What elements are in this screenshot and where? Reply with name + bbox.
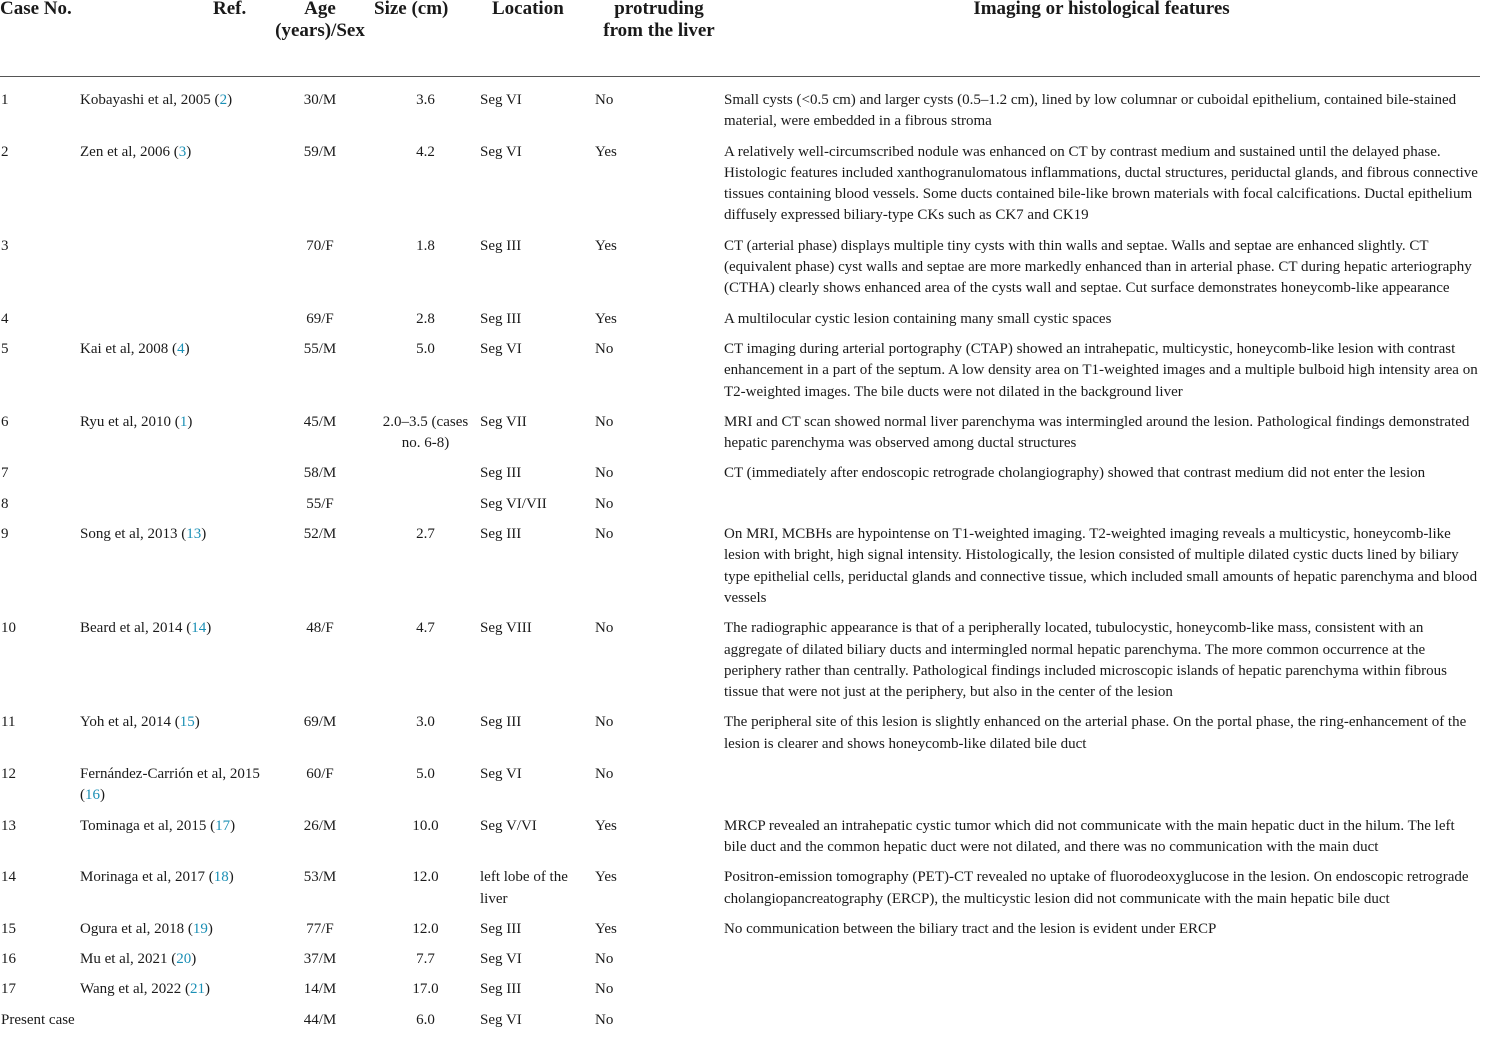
table-row — [0, 515, 1480, 609]
table-row — [0, 227, 1480, 300]
cell-protruding: No — [595, 495, 614, 512]
cell-age-sex: 37/M — [303, 951, 337, 968]
cell-size-cm: 3.0 — [416, 714, 435, 731]
cell-age-sex: 30/M — [303, 92, 337, 108]
citation-link[interactable]: 1 — [179, 413, 188, 430]
header-case: Case No. — [0, 0, 80, 77]
citation-link[interactable]: 3 — [178, 143, 187, 160]
cell-size-cm: 10.0 — [412, 817, 439, 834]
cell-age-sex: 59/M — [303, 143, 337, 160]
cell-reference — [80, 300, 266, 330]
cell-protruding: No — [595, 413, 614, 430]
cell-size-cm: 6.0 — [416, 1011, 435, 1028]
cell-size-cm: 12.0 — [412, 920, 439, 937]
table-row — [0, 910, 1480, 940]
table-row — [0, 300, 1480, 330]
cell-case-number: 9 — [1, 526, 9, 543]
cell-features — [723, 485, 1480, 515]
cell-features — [723, 755, 1480, 807]
cell-location: Seg VI — [480, 92, 522, 108]
cell-protruding: Yes — [595, 817, 617, 834]
table-row — [0, 970, 1480, 1000]
header-location: Location — [477, 0, 595, 77]
cell-location: Seg III — [480, 981, 522, 998]
cell-features: MRCP revealed an intrahepatic cystic tumor which did not communicate with the main hepatic duct in the hilum. The left bile duct and the common hepatic duct were not dilated, and there was no communication with the main duct — [724, 817, 1455, 855]
citation-link[interactable]: 20 — [176, 951, 192, 968]
cell-case-number: 3 — [1, 237, 9, 254]
cell-age-sex: 14/M — [303, 981, 337, 998]
cell-reference — [80, 1001, 266, 1031]
cell-protruding: No — [595, 340, 614, 357]
cell-size-cm: 5.0 — [416, 340, 435, 357]
table-header — [0, 0, 1480, 77]
reference-text: Morinaga et al, 2017 ( — [80, 869, 214, 886]
cell-protruding: No — [595, 766, 614, 783]
reference-text: Mu et al, 2021 ( — [80, 951, 177, 968]
cell-protruding: No — [595, 465, 614, 482]
cell-features: CT (arterial phase) displays multiple tiny cysts with thin walls and septae. Walls and septae are enhanced slightly. CT (equivalent phase) cyst walls and septae are more markedly enhanced than in arterial phase. CT during hepatic arteriography (CTHA) clearly shows enhanced area of the cysts wall and septae. Cut surface demonstrates honeycomb-like appearance — [724, 237, 1472, 297]
cell-reference: Song et al, 2013 (13) — [80, 526, 207, 543]
cell-case-number: 14 — [1, 869, 16, 886]
citation-link[interactable]: 17 — [215, 817, 231, 834]
cell-size-cm: 2.8 — [416, 310, 435, 327]
cell-reference: Tominaga et al, 2015 (17) — [80, 817, 236, 834]
cell-age-sex: 55/F — [306, 495, 334, 512]
table-row — [0, 133, 1480, 227]
cell-size-cm: 17.0 — [412, 981, 439, 998]
cell-location: Seg III — [480, 714, 522, 731]
cell-location: Seg VII — [480, 413, 527, 430]
citation-link[interactable]: 18 — [213, 869, 229, 886]
cell-reference: Wang et al, 2022 (21) — [80, 981, 211, 998]
cell-age-sex: 69/F — [306, 310, 334, 327]
cell-location: Seg VI — [480, 766, 522, 783]
cell-reference: Ryu et al, 2010 (1) — [80, 413, 193, 430]
cell-case-number: 7 — [1, 465, 9, 482]
header-age: Age (years)/Sex — [266, 0, 374, 77]
cell-age-sex: 48/F — [306, 620, 334, 637]
citation-link[interactable]: 13 — [186, 526, 202, 543]
cell-case-number: 16 — [1, 951, 16, 968]
cell-reference: Beard et al, 2014 (14) — [80, 620, 212, 637]
cell-reference — [80, 485, 266, 515]
cell-location: Seg VIII — [480, 620, 532, 637]
cell-features — [723, 1001, 1480, 1031]
header-features: Imaging or histological features — [723, 0, 1480, 77]
cell-size-cm — [374, 454, 477, 484]
cell-protruding: Yes — [595, 143, 617, 160]
cell-case-number: 17 — [1, 981, 16, 998]
cell-reference: Ogura et al, 2018 (19) — [80, 920, 213, 937]
cell-age-sex: 44/M — [303, 1011, 337, 1028]
reference-text: Song et al, 2013 ( — [80, 526, 187, 543]
cell-age-sex: 69/M — [303, 714, 337, 731]
cell-case-number: 5 — [1, 340, 9, 357]
cell-case-number: 1 — [1, 92, 9, 108]
cell-age-sex: 45/M — [303, 413, 337, 430]
cell-age-sex: 53/M — [303, 869, 337, 886]
cell-location: Seg V/VI — [480, 817, 537, 834]
cell-reference: Morinaga et al, 2017 (18) — [80, 869, 234, 886]
table-row — [0, 1001, 1480, 1031]
table-row — [0, 77, 1480, 133]
cell-location: Seg VI — [480, 340, 522, 357]
cell-protruding: No — [595, 526, 614, 543]
cell-features: No communication between the biliary tract and the lesion is evident under ERCP — [724, 920, 1217, 937]
table-row — [0, 609, 1480, 703]
cell-location: Seg VI/VII — [480, 495, 547, 512]
cell-protruding: No — [595, 620, 614, 637]
cell-case-number: 13 — [1, 817, 16, 834]
cell-reference: Yoh et al, 2014 (15) — [80, 714, 200, 731]
table-row — [0, 755, 1480, 807]
cell-features: CT (immediately after endoscopic retrograde cholangiography) showed that contrast medium did not enter the lesion — [724, 465, 1426, 482]
header-ref — [80, 0, 266, 77]
cell-age-sex: 77/F — [306, 920, 334, 937]
cell-protruding: No — [595, 92, 614, 108]
cell-protruding: No — [595, 1011, 614, 1028]
citation-link[interactable]: 14 — [191, 620, 207, 637]
cell-features: The radiographic appearance is that of a peripherally located, tubulocystic, honeycomb-like mass, consistent with an aggregate of dilated biliary ducts and intermingled normal hepatic parenchyma. The more common occurrence at the periphery rather than centrally. Pathological findings included microscopic islands of hepatic parenchyma within fibrous tissue that were not just at the periphery, but also in the center of the lesion — [724, 620, 1447, 701]
cell-age-sex: 58/M — [303, 465, 337, 482]
cell-age-sex: 26/M — [303, 817, 337, 834]
cell-case-number: Present case — [1, 1011, 75, 1028]
cell-location: Seg III — [480, 310, 522, 327]
cell-location: Seg III — [480, 237, 522, 254]
citation-link[interactable]: 15 — [179, 714, 195, 731]
reference-text: Beard et al, 2014 ( — [80, 620, 192, 637]
cell-case-number: 15 — [1, 920, 16, 937]
table-row — [0, 703, 1480, 755]
citation-link[interactable]: 4 — [177, 340, 185, 357]
cell-features: Small cysts (<0.5 cm) and larger cysts (0.5–1.2 cm), lined by low columnar or cuboidal epithelium, contained bile-stained material, were embedded in a fibrous stroma — [724, 92, 1457, 130]
table-row — [0, 330, 1480, 403]
cell-protruding: No — [595, 951, 614, 968]
cell-size-cm: 2.7 — [416, 526, 435, 543]
cell-size-cm: 3.6 — [416, 92, 435, 108]
reference-text: Fernández-Carrión et al, 2015 ( — [80, 766, 260, 804]
cell-reference: Fernández-Carrión et al, 2015 (16) — [80, 766, 260, 804]
cell-age-sex: 60/F — [306, 766, 334, 783]
table-row — [0, 807, 1480, 859]
cell-protruding: No — [595, 981, 614, 998]
cell-protruding: Yes — [595, 869, 617, 886]
cell-size-cm — [374, 485, 477, 515]
cell-protruding: Yes — [595, 237, 617, 254]
reference-text: Yoh et al, 2014 ( — [80, 714, 180, 731]
cell-case-number: 6 — [1, 413, 9, 430]
cell-size-cm: 7.7 — [416, 951, 435, 968]
cell-case-number: 12 — [1, 766, 16, 783]
cell-reference: Zen et al, 2006 (3) — [80, 143, 192, 160]
reference-text: Kai et al, 2008 ( — [80, 340, 178, 357]
reference-text: Wang et al, 2022 ( — [80, 981, 191, 998]
reference-text: Ryu et al, 2010 ( — [80, 413, 180, 430]
cell-protruding: No — [595, 714, 614, 731]
cell-protruding: Yes — [595, 920, 617, 937]
cell-reference — [80, 454, 266, 484]
citation-link[interactable]: 16 — [85, 787, 100, 804]
header-ref-label: Ref. — [213, 0, 247, 19]
cell-features: On MRI, MCBHs are hypointense on T1-weighted imaging. T2-weighted imaging reveals a multicystic, honeycomb-like lesion with bright, high signal intensity. Histologically, the lesion consisted of multiple dilated cystic ducts lined by biliary type epithelial cells, periductal glands and connective tissue, which included small amounts of hepatic parenchyma and blood vessels — [724, 526, 1478, 606]
cell-size-cm: 12.0 — [412, 869, 439, 886]
header-protruding: protruding from the liver — [595, 0, 723, 77]
cell-case-number: 11 — [1, 714, 16, 731]
cell-reference: Kai et al, 2008 (4) — [80, 340, 190, 357]
cell-location: Seg III — [480, 920, 522, 937]
cell-age-sex: 70/F — [306, 237, 334, 254]
cell-location: Seg III — [480, 465, 522, 482]
citation-link[interactable]: 21 — [190, 981, 206, 998]
header-size: Size (cm) — [374, 0, 477, 77]
cell-size-cm: 2.0–3.5 (cases no. 6-8) — [382, 413, 469, 452]
cell-reference: Mu et al, 2021 (20) — [80, 951, 197, 968]
cell-location: Seg VI — [480, 143, 522, 160]
cell-protruding: Yes — [595, 310, 617, 327]
cell-size-cm: 5.0 — [416, 766, 435, 783]
table-row — [0, 403, 1480, 455]
cell-location: Seg VI — [480, 951, 522, 968]
table-row — [0, 454, 1480, 484]
cell-features: A multilocular cystic lesion containing many small cystic spaces — [724, 310, 1112, 327]
cell-location: Seg VI — [480, 1011, 522, 1028]
cell-size-cm: 4.7 — [416, 620, 435, 637]
cell-case-number: 8 — [1, 495, 9, 512]
table-row — [0, 940, 1480, 970]
reference-text: Tominaga et al, 2015 ( — [80, 817, 216, 834]
citation-link[interactable]: 19 — [192, 920, 208, 937]
cell-case-number: 4 — [1, 310, 9, 327]
cell-location: Seg III — [480, 526, 522, 543]
table-row — [0, 485, 1480, 515]
reference-text: Ogura et al, 2018 ( — [80, 920, 193, 937]
cell-size-cm: 4.2 — [416, 143, 435, 160]
cell-case-number: 10 — [1, 620, 16, 637]
table-body — [0, 77, 1480, 1031]
cell-age-sex: 52/M — [303, 526, 337, 543]
cell-age-sex: 55/M — [303, 340, 337, 357]
citation-link[interactable]: 2 — [219, 92, 228, 108]
cell-location: left lobe of the liver — [480, 869, 568, 907]
cell-reference — [80, 227, 266, 300]
table-row — [0, 858, 1480, 910]
cell-case-number: 2 — [1, 143, 9, 160]
cell-features: CT imaging during arterial portography (CTAP) showed an intrahepatic, multicystic, honeycomb-like lesion with contrast enhancement in a part of the septum. A low density area on T1-weighted images and a multiple bulboid high intensity area on T2-weighted images. The bile ducts were not dilated in the background liver — [724, 340, 1478, 400]
reference-text: Kobayashi et al, 2005 ( — [80, 92, 220, 108]
cell-features — [723, 940, 1480, 970]
cell-features: Positron-emission tomography (PET)-CT revealed no uptake of fluorodeoxyglucose in the lesion. On endoscopic retrograde cholangiopancreatography (ERCP), the multicystic lesion did not communicate with the main hepatic bile duct — [724, 869, 1469, 907]
cell-size-cm: 1.8 — [416, 237, 435, 254]
cell-features: A relatively well-circumscribed nodule was enhanced on CT by contrast medium and sustained until the delayed phase. Histologic features included xanthogranulomatous inflammations, ductal structures, periductal glands, and fibrous connective tissues containing blood vessels. Some ducts contained bile-like brown materials with focal calcifications. Ductal epithelium diffusely expressed biliary-type CKs such as CK7 and CK19 — [724, 143, 1478, 224]
cell-reference: Kobayashi et al, 2005 (2) — [80, 92, 233, 108]
cell-features — [723, 970, 1480, 1000]
reference-text: Zen et al, 2006 ( — [80, 143, 179, 160]
cell-features: The peripheral site of this lesion is slightly enhanced on the arterial phase. On the portal phase, the ring-enhancement of the lesion is clearer and shows honeycomb-like dilated bile duct — [724, 714, 1467, 752]
cell-features: MRI and CT scan showed normal liver parenchyma was intermingled around the lesion. Pathological findings demonstrated hepatic parenchyma was observed among ductal structures — [724, 413, 1470, 452]
